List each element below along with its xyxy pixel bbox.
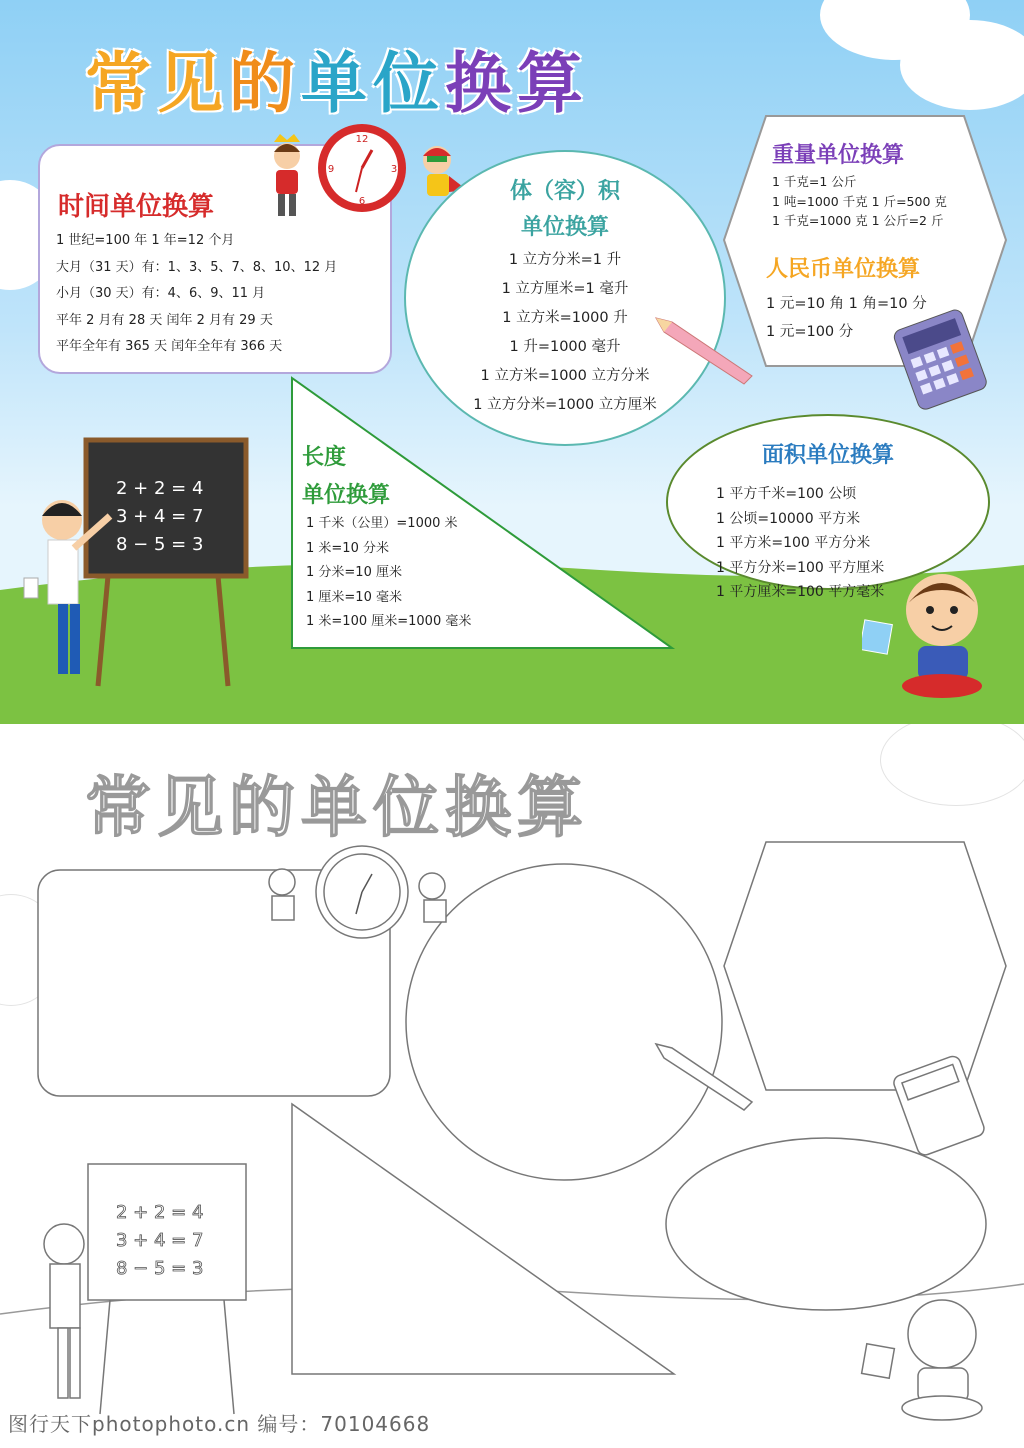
blackboard-equation: 3 + 4 = 7 — [116, 506, 204, 527]
volume-line: 1 立方分米=1 升 — [508, 252, 622, 268]
length-line: 1 厘米=10 毫米 — [306, 589, 402, 605]
page-title — [85, 30, 589, 125]
blackboard-equation: 3 + 4 = 7 — [116, 1230, 204, 1251]
time-lines — [56, 228, 337, 361]
area-line: 1 公顷=10000 平方米 — [716, 510, 861, 527]
outline-frames — [0, 724, 1024, 1448]
weight-line: 1 千克=1000 克 1 公斤=2 斤 — [772, 213, 944, 228]
volume-heading: 体（容）积 — [509, 179, 620, 204]
blackboard-equation: 2 + 2 = 4 — [116, 1202, 204, 1223]
area-line: 1 平方米=100 平方分米 — [716, 535, 871, 551]
area-line: 1 平方厘米=100 平方毫米 — [716, 584, 885, 600]
time-line: 1 世纪=100 年 1 年=12 个月 — [56, 233, 235, 248]
length-lines — [306, 512, 471, 635]
volume-line: 1 立方米=1000 立方分米 — [480, 368, 650, 384]
clock-number: 6 — [358, 196, 366, 207]
king-boy-icon — [262, 132, 312, 222]
length-line: 1 千米（公里）=1000 米 — [306, 516, 458, 531]
length-line: 1 分米=10 厘米 — [306, 565, 402, 580]
outline-poster — [0, 724, 1024, 1448]
title-char: 的 — [229, 45, 301, 122]
volume-line: 1 立方厘米=1 毫升 — [501, 281, 629, 297]
area-heading: 面积单位换算 — [761, 443, 894, 468]
area-lines — [716, 482, 884, 605]
blackboard-equation: 2 + 2 = 4 — [116, 478, 204, 499]
title-char: 的 — [229, 769, 301, 846]
clock-icon — [314, 120, 410, 216]
clock-number: 3 — [390, 164, 398, 175]
title-char: 见 — [157, 45, 229, 122]
length-line: 1 米=10 分米 — [306, 540, 389, 556]
title-char: 常 — [85, 769, 157, 846]
blackboard-equation: 8 − 5 = 3 — [116, 1258, 204, 1279]
weight-line: 1 千克=1 公斤 — [772, 174, 857, 189]
time-line: 平年 2 月有 28 天 闰年 2 月有 29 天 — [56, 312, 273, 328]
title-char: 换 — [445, 45, 517, 122]
calculator-icon — [886, 306, 992, 412]
time-line: 平年全年有 365 天 闰年全年有 366 天 — [56, 339, 283, 354]
cloud — [900, 20, 1024, 110]
length-heading: 长度 — [302, 445, 347, 470]
money-heading: 人民币单位换算 — [766, 257, 921, 282]
title-char: 见 — [157, 769, 229, 846]
title-char: 位 — [373, 45, 445, 122]
blackboard-teacher — [18, 436, 254, 698]
volume-subheading: 单位换算 — [520, 215, 609, 240]
volume-line: 1 升=1000 毫升 — [509, 339, 621, 355]
area-line: 1 平方千米=100 公顷 — [716, 486, 857, 502]
time-line: 小月（30 天）有：4、6、9、11 月 — [56, 286, 266, 301]
money-line: 1 元=100 分 — [766, 324, 854, 340]
volume-line: 1 立方米=1000 升 — [502, 310, 628, 326]
title-char: 位 — [373, 769, 445, 846]
title-char: 单 — [301, 769, 373, 846]
area-line: 1 平方分米=100 平方厘米 — [716, 559, 885, 576]
time-heading: 时间单位换算 — [58, 192, 215, 222]
length-line: 1 米=100 厘米=1000 毫米 — [306, 614, 472, 629]
watermark-footer: 图行天下photophoto.cn 编号：70104668 — [8, 1412, 431, 1436]
title-char: 算 — [517, 769, 589, 846]
blackboard-equation: 8 − 5 = 3 — [116, 534, 204, 555]
weight-heading: 重量单位换算 — [772, 143, 905, 168]
length-subheading: 单位换算 — [302, 483, 391, 508]
title-char: 换 — [445, 769, 517, 846]
money-line: 1 元=10 角 1 角=10 分 — [766, 296, 927, 312]
clock-number: 12 — [355, 134, 369, 145]
title-char: 常 — [85, 45, 157, 122]
weight-lines — [772, 172, 947, 231]
title-char: 单 — [301, 45, 373, 122]
sitting-boy-icon — [862, 560, 1002, 710]
title-char: 算 — [517, 45, 589, 122]
weight-line: 1 吨=1000 千克 1 斤=500 克 — [772, 193, 947, 209]
volume-line: 1 立方分米=1000 立方厘米 — [473, 397, 657, 413]
clock-number: 9 — [327, 164, 335, 175]
time-line: 大月（31 天）有：1、3、5、7、8、10、12 月 — [56, 259, 338, 275]
